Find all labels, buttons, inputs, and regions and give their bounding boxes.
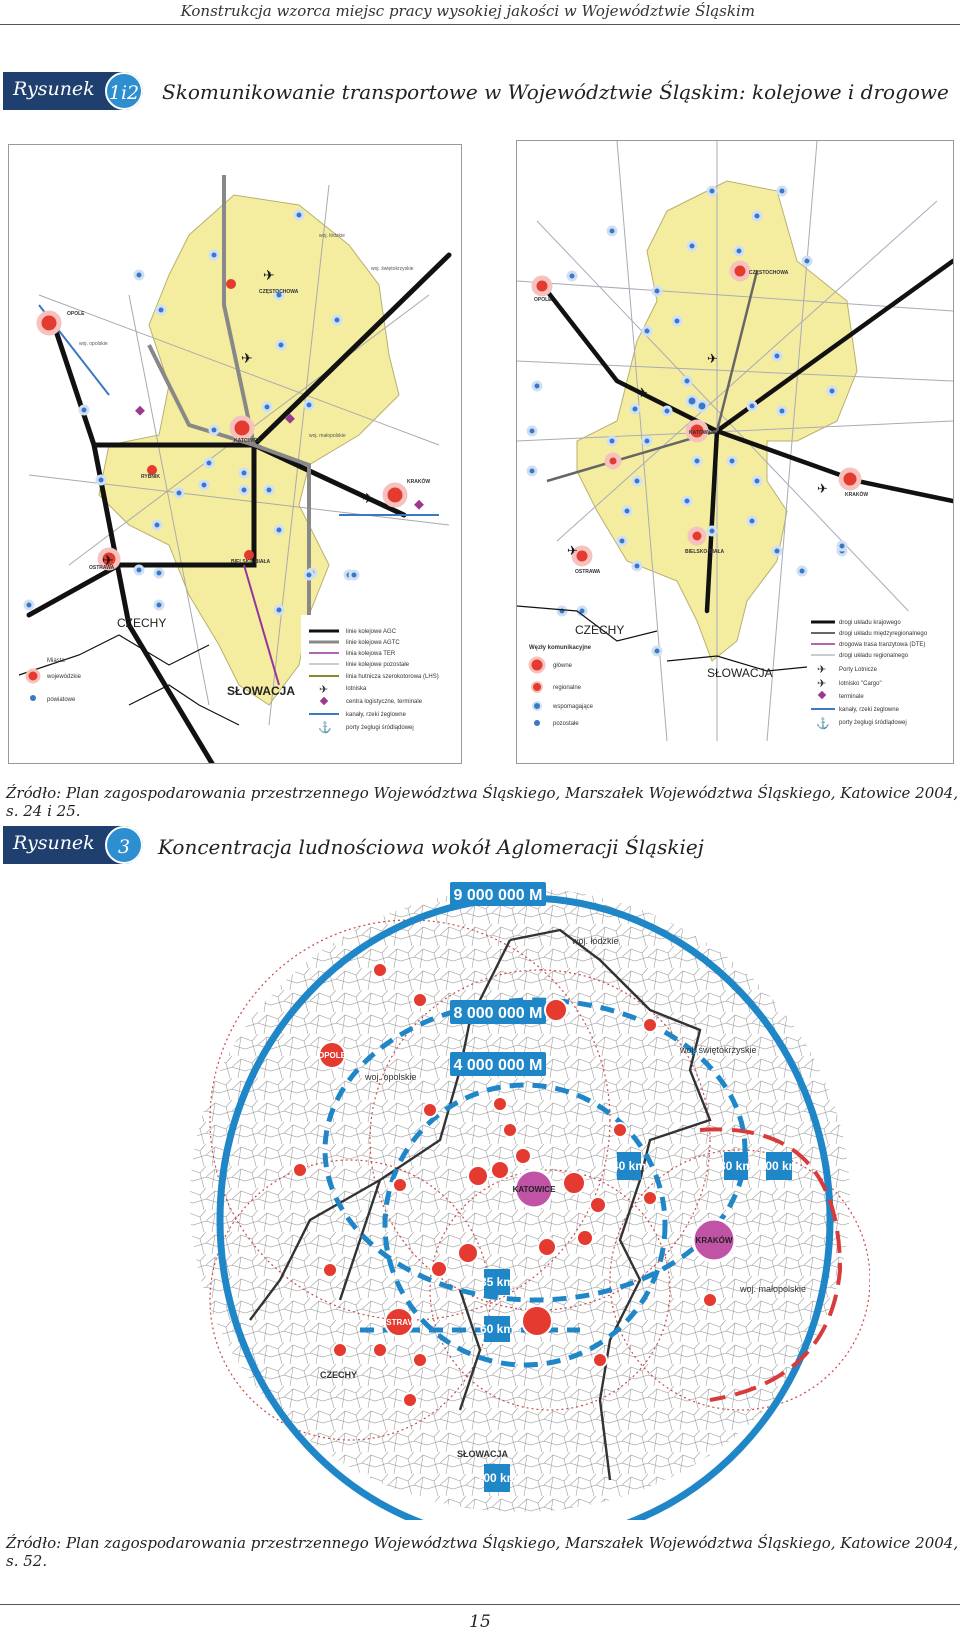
city-katowice xyxy=(513,1170,556,1208)
ring-8m-label: 8 000 000 M xyxy=(453,1005,543,1022)
distance-40km: 40 km xyxy=(611,1159,647,1173)
road-legend-kanaly: kanały, rzeki żeglowne xyxy=(839,707,899,713)
figure2-source: Źródło: Plan zagospodarowania przestrzennego Województwa Śląskiego, Marszałek Województwa Śląskiego, Katowice 2004, s. 52. xyxy=(6,1534,959,1570)
svg-text:⚓: ⚓ xyxy=(318,722,332,734)
distance-60km: 60 km xyxy=(479,1322,515,1336)
road-map-panel xyxy=(516,140,954,764)
distance-35km: 35 km xyxy=(479,1275,515,1289)
region-swietokrzyskie: woj. świętokrzyskie xyxy=(680,1045,757,1055)
road-legend-dte: drogowa trasa tranzytowa (DTE) xyxy=(839,642,926,648)
figure1-tag-number: 1i2 xyxy=(105,72,143,110)
svg-text:✈: ✈ xyxy=(817,678,827,690)
figure2-tag xyxy=(3,826,143,864)
rail-map xyxy=(9,145,461,763)
road-legend-title: Węzły komunikacyjne xyxy=(529,645,592,651)
rail-legend-porty: porty żeglugi śródlądowej xyxy=(346,725,414,731)
population-map xyxy=(180,880,870,1520)
population-ring-8m xyxy=(450,1000,546,1024)
ring-9m-label: 9 000 000 M xyxy=(453,887,543,904)
road-label-ostrawa: OSTRAWA xyxy=(575,569,601,575)
figure2-tag-number: 3 xyxy=(105,826,143,864)
region-slowacja: SŁOWACJA xyxy=(457,1449,509,1459)
rail-label-bielsko: BIELSKO-BIAŁA xyxy=(231,559,271,565)
rail-country-slowacja: SŁOWACJA xyxy=(227,684,296,698)
road-legend-cargo: lotnisko "Cargo" xyxy=(839,681,882,687)
svg-text:✈: ✈ xyxy=(102,552,114,568)
road-legend-porty: porty żeglugi śródlądowej xyxy=(839,720,907,726)
road-label-krakow: KRAKÓW xyxy=(845,492,869,498)
road-label-bielsko: BIELSKO-BIAŁA xyxy=(685,549,725,555)
rail-legend-lhs: linia hutnicza szerokotorowa (LHS) xyxy=(346,674,439,680)
rail-region-opolskie: woj. opolskie xyxy=(79,341,108,347)
figure2-title: Koncentracja ludnościowa wokół Aglomeracji Śląskiej xyxy=(158,835,704,859)
footer-rule xyxy=(0,1604,960,1605)
svg-text:✈: ✈ xyxy=(637,385,648,400)
rail-label-katowice: KATOWICE xyxy=(234,438,261,444)
rail-label-ostrawa: OSTRAWA xyxy=(89,565,115,571)
rail-legend-ter: linia kolejowa TER xyxy=(346,651,396,657)
city-opole-label: OPOLE xyxy=(317,1051,347,1060)
rail-region-swietokrzyskie: woj. świętokrzyskie xyxy=(371,266,414,272)
road-label-katowice: KATOWICE xyxy=(689,430,716,436)
rail-label-krakow: KRAKÓW xyxy=(407,479,431,485)
road-legend-krajowe: drogi układu krajowego xyxy=(839,620,901,626)
city-katowice-label: KATOWICE xyxy=(512,1185,556,1194)
road-legend-glowne: główne xyxy=(553,663,573,669)
distance-100km-east: 100 km xyxy=(758,1159,800,1173)
road-legend-wspomagajace: wspomagające xyxy=(553,704,594,710)
rail-legend-centra: centra logistyczne, terminale xyxy=(346,699,423,705)
rail-legend-powiatowe: powiatowe xyxy=(47,697,76,703)
rail-map-panel xyxy=(8,144,462,764)
population-ring-9m xyxy=(450,882,546,906)
rail-legend-agc: linie kolejowe AGC xyxy=(346,629,397,635)
rail-legend-wojewodzkie: wojewódzkie xyxy=(47,674,82,680)
region-opolskie: woj. opolskie xyxy=(365,1072,417,1082)
header-rule xyxy=(0,24,960,25)
city-ostrava-label: OSTRAVA xyxy=(380,1318,418,1327)
svg-text:✈: ✈ xyxy=(319,684,329,696)
road-label-opole: OPOLE xyxy=(534,297,552,303)
svg-text:✈: ✈ xyxy=(362,490,374,506)
region-czechy: CZECHY xyxy=(320,1370,358,1380)
road-legend-porty-lotnicze: Porty Lotnicze xyxy=(839,667,878,673)
road-legend-regionalne: regionalne xyxy=(553,685,582,691)
svg-text:✈: ✈ xyxy=(241,350,253,366)
region-malopolskie: woj. małopolskie xyxy=(740,1284,807,1294)
population-ring-4m xyxy=(450,1052,546,1076)
city-krakow xyxy=(693,1219,735,1261)
road-label-czestochowa: CZĘSTOCHOWA xyxy=(749,270,789,276)
rail-legend-pozostale: linie kolejowe pozostałe xyxy=(346,662,410,668)
figure1-title: Skomunikowanie transportowe w Województwie Śląskim: kolejowe i drogowe xyxy=(162,80,949,104)
rail-label-czestochowa: CZĘSTOCHOWA xyxy=(259,289,299,295)
svg-text:✈: ✈ xyxy=(707,351,718,366)
page-number: 15 xyxy=(469,1612,491,1632)
figure1-tag-label: Rysunek xyxy=(13,78,95,100)
rail-label-rybnik: RYBNIK xyxy=(141,474,160,480)
rail-legend-kanaly: kanały, rzeki żeglowne xyxy=(346,712,406,718)
rail-country-czechy: CZECHY xyxy=(117,616,167,630)
road-country-slowacja: SŁOWACJA xyxy=(707,666,773,680)
road-map xyxy=(517,141,953,763)
rail-legend-lotniska: lotniska xyxy=(346,686,367,692)
city-krakow-label: KRAKÓW xyxy=(695,1236,733,1245)
ring-4m-label: 4 000 000 M xyxy=(453,1057,543,1074)
figure1-tag xyxy=(3,72,143,110)
road-country-czechy: CZECHY xyxy=(575,623,625,637)
running-header xyxy=(0,0,960,26)
distance-100km-south: 100 km xyxy=(476,1471,518,1485)
road-legend-pozostale: pozostałe xyxy=(553,721,579,727)
svg-text:✈: ✈ xyxy=(567,543,578,558)
population-map-panel xyxy=(180,880,870,1520)
distance-80km: 80 km xyxy=(718,1159,754,1173)
rail-region-lodzkie: woj. łódzkie xyxy=(319,233,345,239)
running-title: Konstrukcja wzorca miejsc pracy wysokiej jakości w Województwie Śląskim xyxy=(180,2,755,20)
road-legend-terminale: terminale xyxy=(839,694,864,700)
region-lodzkie: woj. łódzkie xyxy=(572,936,619,946)
svg-text:✈: ✈ xyxy=(263,267,275,283)
svg-text:✈: ✈ xyxy=(817,481,828,496)
svg-text:⚓: ⚓ xyxy=(816,718,830,730)
rail-legend-agtc: linie kolejowe AGTC xyxy=(346,640,400,646)
rail-legend-title: Miasta xyxy=(47,658,65,664)
road-legend-regionalne-drogi: drogi układu regionalnego xyxy=(839,653,909,659)
rail-label-opole: OPOLE xyxy=(67,311,85,317)
figure2-tag-label: Rysunek xyxy=(13,832,95,854)
figure1-source: Źródło: Plan zagospodarowania przestrzennego Województwa Śląskiego, Marszałek Województwa Śląskiego, Katowice 2004, s. 24 i 25. xyxy=(6,784,959,820)
svg-text:✈: ✈ xyxy=(817,664,827,676)
rail-region-malopolskie: woj. małopolskie xyxy=(309,433,346,439)
road-legend-miedzyregionalne: drogi układu międzyregionalnego xyxy=(839,631,928,637)
